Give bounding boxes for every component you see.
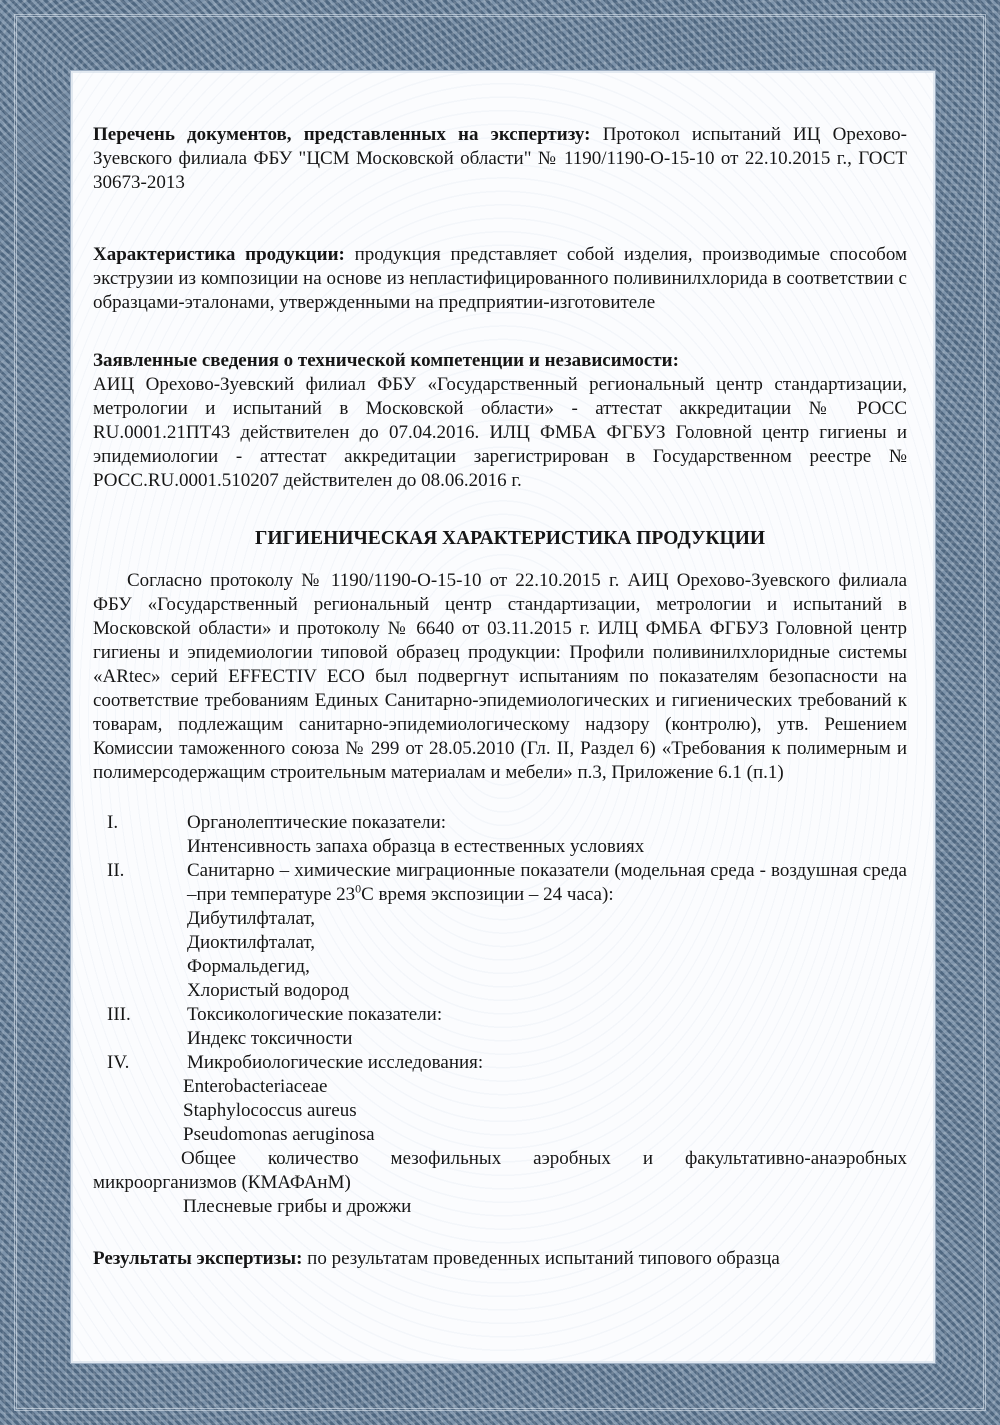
document-content	[93, 123, 907, 1271]
documents-text: Протокол испытаний ИЦ Орехово-Зуевского филиала ФБУ "ЦСМ Московской области" № 1190/1190-О-15-10 от 22.10.2015 г., ГОСТ 30673-2013	[93, 124, 907, 193]
list-item-toxicological	[93, 1003, 907, 1027]
list-item-organoleptic	[93, 811, 907, 835]
characteristic-label: Характеристика продукции:	[93, 244, 345, 265]
competence-label: Заявленные сведения о технической компетенции и независимости:	[93, 350, 679, 371]
list-item-title: Санитарно – химические миграционные показатели (модельная среда - воздушная среда –при температуре $23^0С$ время экспозиции – 24 часа):	[187, 860, 907, 905]
list-subitem: Интенсивность запаха образца в естественных условиях	[187, 836, 645, 857]
list-item-sanitary-chemical	[93, 859, 907, 907]
documents-label: Перечень документов, представленных на экспертизу:	[93, 124, 591, 145]
list-item-title: Микробиологические исследования:	[187, 1052, 484, 1073]
list-number: IV.	[107, 1052, 130, 1073]
results-text: по результатам проведенных испытаний типового образца	[307, 1248, 780, 1269]
list-subitem: Индекс токсичности	[187, 1028, 353, 1049]
results-label: Результаты экспертизы:	[93, 1248, 303, 1269]
documents-paragraph	[93, 123, 907, 195]
molds-text: Плесневые грибы и дрожжи	[183, 1196, 412, 1217]
list-subitem: Диоктилфталат,	[187, 932, 316, 953]
document-sheet	[70, 70, 936, 1364]
characteristic-paragraph	[93, 243, 907, 315]
competence-text: АИЦ Орехово-Зуевский филиал ФБУ «Государственный региональный центр стандартизации, метрологии и испытаний в Московской области» - аттестат аккредитации № РОСС RU.0001.21ПТ43 действителен до 07.04.2016. ИЛЦ ФМБА ФГБУЗ Головной центр гигиены и эпидемиологии - аттестат аккредитации зарегистрирован в Государственном реестре № РОСС.RU.0001.510207 действителен до 08.06.2016 г.	[93, 374, 907, 491]
kmafanm-text: Общее количество мезофильных аэробных и факультативно-анаэробных микроорганизмов (КМАФАнМ)	[93, 1148, 907, 1193]
characteristic-text: продукция представляет собой изделия, производимые способом экструзии из композиции на основе из непластифицированного поливинилхлорида в соответствии с образцами-эталонами, утвержденными на предприятии-изготовителе	[93, 244, 907, 313]
list-subitem: Хлористый водород	[187, 980, 349, 1001]
list-subitem: Enterobacteriaceae	[183, 1076, 328, 1097]
list-item-microbiological	[93, 1051, 907, 1075]
list-item-title: Токсикологические показатели:	[187, 1004, 443, 1025]
list-subitem: Дибутилфталат,	[187, 908, 316, 929]
indicators-list	[93, 811, 907, 1219]
list-subitem: Staphylococcus aureus	[183, 1100, 357, 1121]
list-number: I.	[107, 812, 119, 833]
list-number: II.	[107, 860, 125, 881]
section-heading: ГИГИЕНИЧЕСКАЯ ХАРАКТЕРИСТИКА ПРОДУКЦИИ	[254, 528, 766, 549]
competence-paragraph	[93, 349, 907, 493]
list-subitem: Pseudomonas aeruginosa	[183, 1124, 375, 1145]
list-number: III.	[107, 1004, 131, 1025]
results-paragraph	[93, 1247, 907, 1271]
list-item-title: Органолептические показатели:	[187, 812, 447, 833]
list-subitem: Формальдегид,	[187, 956, 310, 977]
hygiene-paragraph: Согласно протоколу № 1190/1190-О-15-10 от 22.10.2015 г. АИЦ Орехово-Зуевского филиала ФБУ «Государственный региональный центр стандартизации, метрологии и испытаний в Московской области» и протоколу № 6640 от 03.11.2015 г. ИЛЦ ФМБА ФГБУЗ Головной центр гигиены и эпидемиологии типовой образец продукции: Профили поливинилхлоридные системы «ARtec» серий EFFECTIV ECO был подвергнут испытаниям по показателям безопасности на соответствие требованиям Единых Санитарно-эпидемиологических и гигиенических требований к товарам, подлежащим санитарно-эпидемиологическому надзору (контролю), утв. Решением Комиссии таможенного союза № 299 от 28.05.2010 (Гл. II, Раздел 6) «Требования к полимерным и полимерсодержащим строительным материалам и мебели» п.3, Приложение 6.1 (п.1)	[93, 570, 907, 783]
